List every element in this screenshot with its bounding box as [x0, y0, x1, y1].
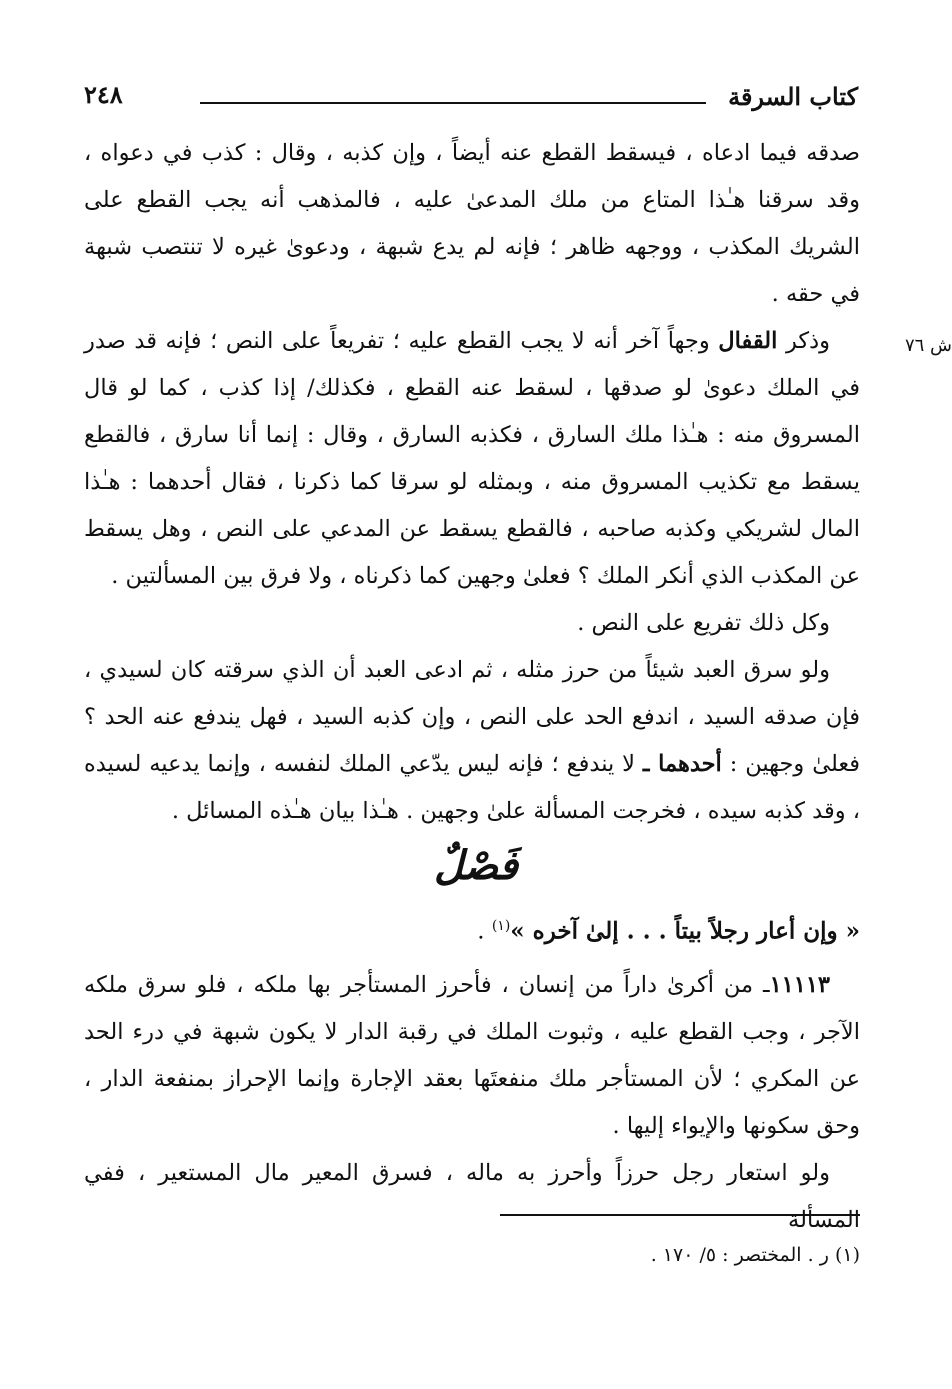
issue-number: ١١١١٣	[769, 972, 830, 998]
paragraph: وكل ذلك تفريع على النص .	[577, 610, 830, 636]
paragraph: وذكر القفال وجهاً آخر أنه لا يجب القطع عليه ؛ تفريعاً على النص ؛ فإنه قد صدر في الملك دعوىٰ لو صدقها ، لسقط عنه القطع ، فكذلك/ إذا كذب ، كما لو قال المسروق منه : هـٰذا ملك السارق ، فكذبه السارق ، وقال : إنما أنا سارق ، فالقطع يسقط مع تكذيب المسروق منه ، وبمثله لو سرقا كما ذكرنا ، فقال أحدهما : هـٰذا المال لشريكي وكذبه صاحبه ، فالقطع يسقط عن المدعي على النص ، وهل يسقط عن المكذب الذي أنكر الملك ؟ فعلىٰ وجهين كما ذكرناه ، ولا فرق بين المسألتين .	[84, 328, 860, 589]
header-rule	[200, 102, 706, 104]
footnote-text: ر . المختصر : ٥/ ١٧٠ .	[650, 1244, 829, 1266]
main-text-section-2	[84, 962, 860, 1244]
paragraph: ١١١١٣ـ من أكرىٰ داراً من إنسان ، فأحرز المستأجر بها ملكه ، فلو سرق ملكه الآجر ، وجب القطع عليه ، وثبوت الملك في رقبة الدار لا يكون شبهة في درء الحد عن المكري ؛ لأن المستأجر ملك منفعتَها بعقد الإجارة وإنما الإحراز بمنفعة الدار ، وحق سكونها والإيواء إليها .	[84, 972, 860, 1139]
paragraph: ولو سرق العبد شيئاً من حرز مثله ، ثم ادعى العبد أن الذي سرقته كان لسيدي ، فإن صدقه السيد ، اندفع الحد على النص ، وإن كذبه السيد ، فهل يندفع عنه الحد ؟ فعلىٰ وجهين : أحدهما ـ لا يندفع ؛ فإنه ليس يدّعي الملك لنفسه ، وإنما يدعيه لسيده ، وقد كذبه سيده ، فخرجت المسألة علىٰ وجهين . هـٰذا بيان هـٰذه المسائل .	[84, 657, 861, 824]
page-header	[84, 76, 858, 116]
paragraph: ولو استعار رجل حرزاً وأحرز به ماله ، فسرق المعير مال المستعير ، ففي المسألة	[84, 1160, 860, 1233]
footnote	[84, 1240, 860, 1270]
footnote-rule	[500, 1214, 860, 1216]
section-heading-fasl: فَصْلٌ	[433, 842, 519, 889]
page-number: ٢٤٨	[84, 80, 123, 109]
footnote-marker: (١)	[834, 1244, 860, 1266]
quoted-text-line: « وإن أعار رجلاً بيتاً . . . إلىٰ آخره »$^{(١)}$ .	[477, 917, 860, 945]
main-text-section-1	[84, 130, 860, 835]
scholar-name: القفال	[718, 328, 778, 354]
footnote-reference: (١)	[491, 918, 511, 934]
book-title: كتاب السرقة	[728, 82, 858, 111]
quoted-text: « وإن أعار رجلاً بيتاً . . . إلىٰ آخره »	[510, 917, 860, 945]
paragraph: صدقه فيما ادعاه ، فيسقط القطع عنه أيضاً ، وإن كذبه ، وقال : كذب في دعواه ، وقد سرقنا هـٰذا المتاع من ملك المدعىٰ عليه ، فالمذهب أنه يجب القطع على الشريك المكذب ، ووجهه ظاهر ؛ فإنه لم يدع شبهة ، ودعوىٰ غيره لا تنتصب شبهة في حقه .	[84, 140, 860, 307]
margin-manuscript-note: ش ٧٦	[904, 335, 952, 356]
